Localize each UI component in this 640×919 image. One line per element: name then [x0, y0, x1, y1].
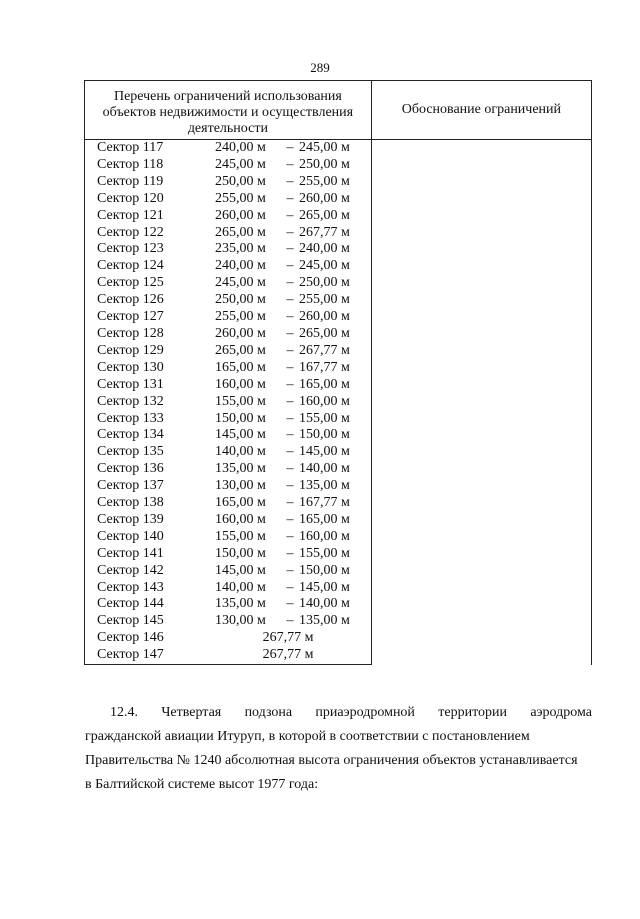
range-dash: – [286, 461, 294, 477]
range-dash: – [286, 613, 294, 629]
height-to: 245,00 м [299, 258, 350, 274]
restriction-cell [85, 529, 372, 546]
restriction-cell [85, 394, 372, 411]
height-to: 150,00 м [299, 427, 350, 443]
restriction-cell [85, 343, 372, 360]
paragraph-word: приаэродромной [315, 705, 415, 720]
sector-name: Сектор 147 [97, 647, 164, 663]
height-to: 140,00 м [299, 461, 350, 477]
height-to: 160,00 м [299, 393, 350, 409]
height-to: 255,00 м [299, 173, 350, 189]
height-to: 255,00 м [299, 292, 350, 308]
height-to: 145,00 м [299, 579, 350, 595]
height-to: 265,00 м [299, 207, 350, 223]
sector-name: Сектор 139 [97, 511, 164, 527]
sector-name: Сектор 123 [97, 241, 164, 257]
range-dash: – [286, 427, 294, 443]
paragraph-word: аэродрома [530, 705, 592, 720]
range-dash: – [286, 359, 294, 375]
height-to: 267,77 м [299, 342, 350, 358]
paragraph-word: Четвертая [161, 705, 222, 720]
restriction-cell [85, 258, 372, 275]
sector-name: Сектор 117 [97, 140, 164, 155]
height-from: 265,00 м [215, 342, 266, 358]
height-to: 160,00 м [299, 528, 350, 544]
sector-name: Сектор 137 [97, 478, 164, 494]
range-dash: – [286, 342, 294, 358]
sector-name: Сектор 125 [97, 275, 164, 291]
range-dash: – [286, 528, 294, 544]
height-to: 145,00 м [299, 444, 350, 460]
paragraph-word: территории [438, 705, 507, 720]
sector-name: Сектор 128 [97, 325, 164, 341]
height-to: 140,00 м [299, 596, 350, 612]
height-from: 245,00 м [215, 156, 266, 172]
restriction-cell [85, 360, 372, 377]
height-from: 240,00 м [215, 140, 266, 155]
height-to: 245,00 м [299, 140, 350, 155]
sector-name: Сектор 119 [97, 173, 164, 189]
height-from: 140,00 м [215, 579, 266, 595]
restriction-cell [85, 275, 372, 292]
restriction-cell [85, 427, 372, 444]
restriction-cell [85, 630, 372, 647]
paragraph-word: подзона [244, 705, 293, 720]
height-from: 160,00 м [215, 376, 266, 392]
paragraph-line: в Балтийской системе высот 1977 года: [85, 777, 319, 792]
height-value: 267,77 м [262, 630, 314, 646]
height-from: 135,00 м [215, 461, 266, 477]
height-from: 140,00 м [215, 444, 266, 460]
sector-name: Сектор 120 [97, 190, 164, 206]
height-from: 155,00 м [215, 528, 266, 544]
sector-name: Сектор 144 [97, 596, 164, 612]
height-value: 267,77 м [262, 647, 314, 663]
sector-name: Сектор 141 [97, 545, 164, 561]
height-to: 135,00 м [299, 478, 350, 494]
restriction-cell [85, 411, 372, 428]
height-to: 250,00 м [299, 156, 350, 172]
height-to: 167,77 м [299, 359, 350, 375]
sector-name: Сектор 135 [97, 444, 164, 460]
range-dash: – [286, 545, 294, 561]
page-number: 289 [310, 60, 330, 75]
restriction-cell [85, 647, 372, 664]
height-to: 150,00 м [299, 562, 350, 578]
height-from: 130,00 м [215, 478, 266, 494]
range-dash: – [286, 393, 294, 409]
height-from: 160,00 м [215, 511, 266, 527]
restriction-cell [85, 613, 372, 630]
justification-cell [371, 140, 591, 665]
section-12-4-paragraph [85, 701, 592, 797]
height-to: 260,00 м [299, 309, 350, 325]
height-from: 250,00 м [215, 292, 266, 308]
table-row [85, 140, 592, 157]
sector-name: Сектор 133 [97, 410, 164, 426]
height-from: 260,00 м [215, 325, 266, 341]
restriction-cell [85, 377, 372, 394]
table-header-row [85, 81, 592, 140]
sector-name: Сектор 134 [97, 427, 164, 443]
sector-name: Сектор 142 [97, 562, 164, 578]
table-body [85, 140, 592, 665]
header-restrictions-list: Перечень ограничений использования объектов недвижимости и осуществления деятельности [85, 81, 372, 140]
height-from: 145,00 м [215, 427, 266, 443]
height-to: 165,00 м [299, 511, 350, 527]
restriction-cell [85, 326, 372, 343]
sector-name: Сектор 118 [97, 156, 164, 172]
height-to: 250,00 м [299, 275, 350, 291]
range-dash: – [286, 292, 294, 308]
range-dash: – [286, 275, 294, 291]
restriction-cell [85, 596, 372, 613]
height-to: 165,00 м [299, 376, 350, 392]
restriction-cell [85, 546, 372, 563]
range-dash: – [286, 562, 294, 578]
restriction-cell [85, 309, 372, 326]
height-from: 255,00 м [215, 190, 266, 206]
height-from: 135,00 м [215, 596, 266, 612]
restriction-cell [85, 292, 372, 309]
range-dash: – [286, 309, 294, 325]
paragraph-first-line [85, 701, 592, 725]
height-from: 165,00 м [215, 495, 266, 511]
restriction-cell [85, 191, 372, 208]
height-to: 260,00 м [299, 190, 350, 206]
restriction-cell [85, 461, 372, 478]
sector-name: Сектор 136 [97, 461, 164, 477]
restriction-cell [85, 478, 372, 495]
sector-name: Сектор 127 [97, 309, 164, 325]
range-dash: – [286, 478, 294, 494]
range-dash: – [286, 444, 294, 460]
height-to: 267,77 м [299, 224, 350, 240]
range-dash: – [286, 173, 294, 189]
range-dash: – [286, 224, 294, 240]
restriction-cell [85, 157, 372, 174]
height-from: 255,00 м [215, 309, 266, 325]
height-from: 155,00 м [215, 393, 266, 409]
restriction-cell [85, 563, 372, 580]
range-dash: – [286, 596, 294, 612]
sector-name: Сектор 146 [97, 630, 164, 646]
height-from: 265,00 м [215, 224, 266, 240]
height-to: 155,00 м [299, 410, 350, 426]
height-from: 260,00 м [215, 207, 266, 223]
restriction-cell [85, 140, 372, 157]
sector-name: Сектор 126 [97, 292, 164, 308]
height-to: 240,00 м [299, 241, 350, 257]
range-dash: – [286, 258, 294, 274]
header-justification: Обоснование ограничений [371, 81, 591, 140]
sector-name: Сектор 124 [97, 258, 164, 274]
height-from: 150,00 м [215, 410, 266, 426]
height-from: 235,00 м [215, 241, 266, 257]
sector-name: Сектор 122 [97, 224, 164, 240]
paragraph-line: гражданской авиации Итуруп, в которой в соответствии с постановлением [85, 729, 530, 744]
height-to: 155,00 м [299, 545, 350, 561]
range-dash: – [286, 156, 294, 172]
paragraph-line: Правительства № 1240 абсолютная высота ограничения объектов устанавливается [85, 753, 578, 768]
sector-name: Сектор 145 [97, 613, 164, 629]
height-from: 245,00 м [215, 275, 266, 291]
height-to: 167,77 м [299, 495, 350, 511]
sector-name: Сектор 140 [97, 528, 164, 544]
range-dash: – [286, 241, 294, 257]
sector-name: Сектор 132 [97, 393, 164, 409]
restriction-cell [85, 580, 372, 597]
sector-name: Сектор 143 [97, 579, 164, 595]
range-dash: – [286, 495, 294, 511]
range-dash: – [286, 410, 294, 426]
height-to: 135,00 м [299, 613, 350, 629]
restriction-cell [85, 241, 372, 258]
sector-name: Сектор 121 [97, 207, 164, 223]
range-dash: – [286, 207, 294, 223]
range-dash: – [286, 511, 294, 527]
range-dash: – [286, 190, 294, 206]
restriction-cell [85, 174, 372, 191]
height-from: 250,00 м [215, 173, 266, 189]
height-from: 150,00 м [215, 545, 266, 561]
range-dash: – [286, 140, 294, 155]
sector-name: Сектор 130 [97, 359, 164, 375]
sector-name: Сектор 138 [97, 495, 164, 511]
range-dash: – [286, 325, 294, 341]
restriction-cell [85, 495, 372, 512]
range-dash: – [286, 579, 294, 595]
restriction-cell [85, 225, 372, 242]
sector-name: Сектор 131 [97, 376, 164, 392]
sector-name: Сектор 129 [97, 342, 164, 358]
range-dash: – [286, 376, 294, 392]
height-to: 265,00 м [299, 325, 350, 341]
restriction-cell [85, 512, 372, 529]
section-number: 12.4. [110, 705, 138, 720]
restriction-cell [85, 444, 372, 461]
restriction-cell [85, 208, 372, 225]
height-from: 165,00 м [215, 359, 266, 375]
height-from: 130,00 м [215, 613, 266, 629]
height-from: 145,00 м [215, 562, 266, 578]
height-from: 240,00 м [215, 258, 266, 274]
restrictions-table [84, 80, 592, 665]
